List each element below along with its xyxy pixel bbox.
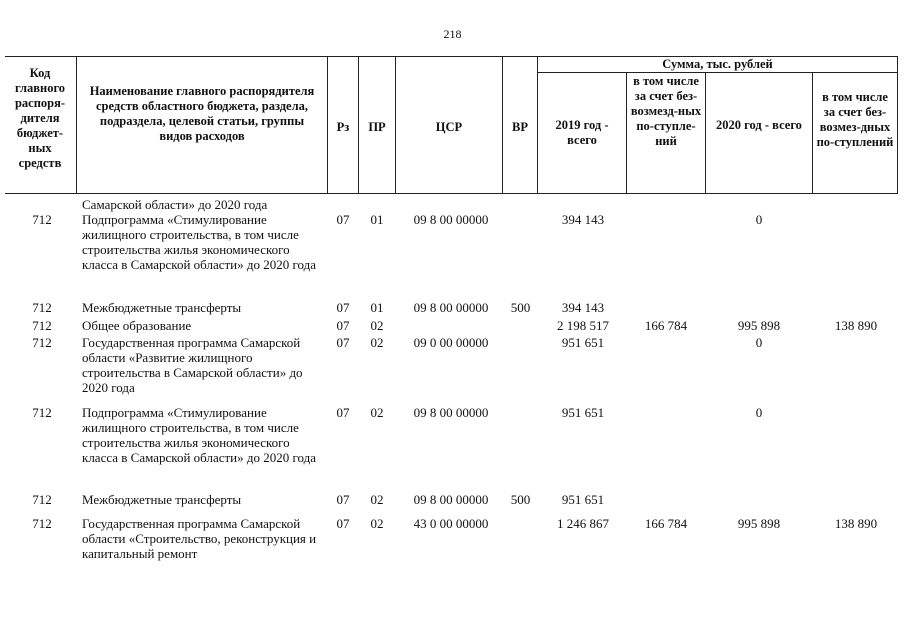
col-divider: [705, 72, 706, 193]
row-name: Подпрограмма «Стимулирование жилищного строительства, в том числе строительства жилья экономического класса в Самарской области» до 2020 года: [82, 405, 316, 465]
row-name: Межбюджетные трансферты: [82, 300, 242, 315]
row-incl-2019: 166 784: [644, 516, 688, 531]
row-sum-2019: 2 198 517: [557, 318, 609, 333]
row-pr: 02: [370, 318, 384, 333]
header-2019-incl: в том числе за счет без-возмезд-ных по-ступле-ний: [630, 74, 702, 148]
header-2020-total: 2020 год - всего: [716, 118, 802, 132]
row-incl-2020: 138 890: [834, 318, 878, 333]
row-pr: 01: [370, 300, 384, 315]
row-sum-2019: 394 143: [561, 212, 605, 227]
row-code: 712: [32, 516, 52, 531]
row-sum-2020: 0: [755, 335, 763, 350]
row-sum-2020: 0: [755, 212, 763, 227]
header-vr: ВР: [512, 120, 528, 134]
header-pr: ПР: [368, 120, 386, 134]
row-pr: 02: [370, 516, 384, 531]
row-code: 712: [32, 335, 52, 350]
row-rz: 07: [336, 212, 350, 227]
row-sum-2019: 394 143: [561, 300, 605, 315]
row-name: Межбюджетные трансферты: [82, 492, 242, 507]
row-name: Государственная программа Самарской области «Строительство, реконструкция и капитальный ремонт: [82, 516, 317, 561]
row-sum-2020: 0: [755, 405, 763, 420]
row-vr: 500: [510, 300, 531, 315]
row-pr: 01: [370, 212, 384, 227]
row-code: 712: [32, 492, 52, 507]
row-rz: 07: [336, 318, 350, 333]
row-name: Самарской области» до 2020 года: [82, 197, 268, 212]
row-rz: 07: [336, 405, 350, 420]
row-code: 712: [32, 300, 52, 315]
header-code: Код главного распоря-дителя бюджет-ных средств: [14, 66, 66, 170]
row-incl-2019: 166 784: [644, 318, 688, 333]
col-divider: [812, 72, 813, 193]
header-2019-total: 2019 год - всего: [555, 118, 609, 147]
row-csr: 09 8 00 00000: [413, 212, 489, 227]
header-2020-incl: в том числе за счет без-возмез-дных по-ступлений: [816, 90, 894, 149]
col-divider: [537, 56, 538, 193]
row-code: 712: [32, 318, 52, 333]
col-divider: [76, 56, 77, 193]
col-divider: [897, 56, 898, 193]
row-sum-2020: 995 898: [737, 516, 781, 531]
row-vr: 500: [510, 492, 531, 507]
header-bottom-border: [5, 193, 898, 194]
row-rz: 07: [336, 492, 350, 507]
row-csr: 09 8 00 00000: [413, 300, 489, 315]
row-rz: 07: [336, 300, 350, 315]
sum-group-border: [537, 72, 898, 73]
page-number: 218: [443, 27, 462, 41]
header-sum-group: Сумма, тыс. рублей: [662, 57, 773, 71]
header-csr: ЦСР: [435, 120, 463, 134]
row-csr: 09 8 00 00000: [413, 405, 489, 420]
row-csr: 09 0 00 00000: [413, 335, 489, 350]
row-pr: 02: [370, 492, 384, 507]
col-divider: [626, 72, 627, 193]
row-sum-2020: 995 898: [737, 318, 781, 333]
row-name: Подпрограмма «Стимулирование жилищного строительства, в том числе строительства жилья экономического класса в Самарской области» до 2020 года: [82, 212, 316, 272]
row-pr: 02: [370, 335, 384, 350]
row-csr: 43 0 00 00000: [413, 516, 489, 531]
row-rz: 07: [336, 516, 350, 531]
row-code: 712: [32, 212, 52, 227]
row-name: Государственная программа Самарской области «Развитие жилищного строительства в Самарской области» до 2020 года: [82, 335, 303, 395]
row-incl-2020: 138 890: [834, 516, 878, 531]
header-name: Наименование главного распорядителя средств областного бюджета, раздела, подраздела, целевой статьи, группы видов расходов: [89, 84, 315, 143]
row-sum-2019: 951 651: [561, 492, 605, 507]
row-csr: 09 8 00 00000: [413, 492, 489, 507]
row-sum-2019: 951 651: [561, 405, 605, 420]
row-pr: 02: [370, 405, 384, 420]
row-sum-2019: 1 246 867: [557, 516, 609, 531]
header-rz: Рз: [336, 120, 350, 134]
row-code: 712: [32, 405, 52, 420]
row-rz: 07: [336, 335, 350, 350]
row-name: Общее образование: [82, 318, 192, 333]
row-sum-2019: 951 651: [561, 335, 605, 350]
